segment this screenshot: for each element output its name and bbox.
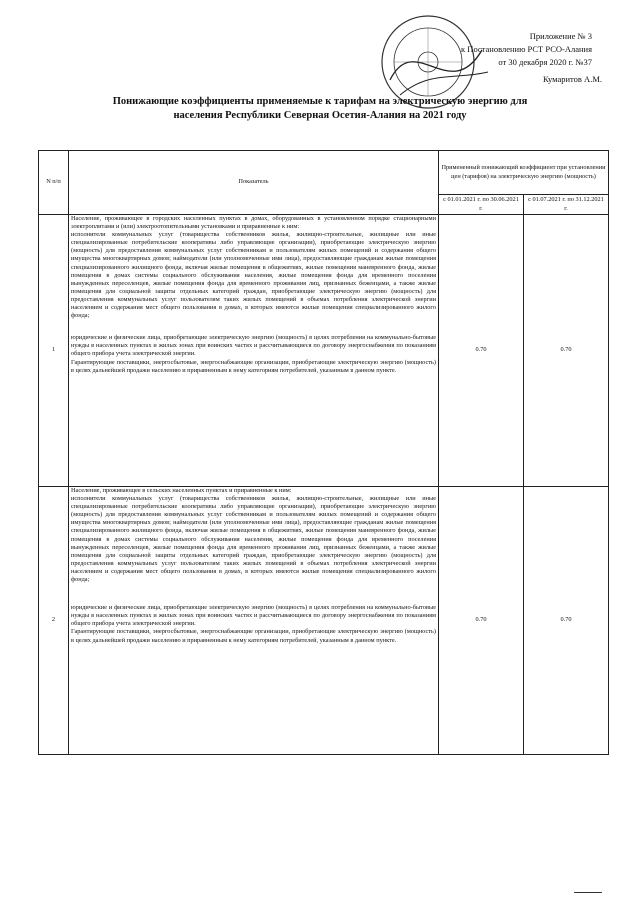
title-line-1: Понижающие коэффициенты применяемые к тарифам на электрическую энергию для xyxy=(112,96,528,107)
coef-value-period-1: 0.70 xyxy=(439,215,524,487)
appendix-date: от 30 декабря 2020 г. №37 xyxy=(498,57,592,67)
desc-paragraph: Население, проживающее в городских населенных пунктах в домах, оборудованных в установленном порядке стационарными электроплитами и (или) электроотопительными установками и приравненные к ним: xyxy=(71,215,436,231)
header-indicator: Показатель xyxy=(69,151,439,215)
header-num: N п/п xyxy=(39,151,69,215)
desc-paragraph: исполнители коммунальных услуг (товарищества собственников жилья, жилищно-строительные, жилищные или иные специализированные потребительские кооперативы либо управляющие организации), приобретающие электрическую энергию (мощность) для предоставления коммунальных услуг собственникам и пользователям жилых помещений и содержания общего имущества многоквартирных домов; наймодатели (или уполномоченные ими лица), предоставляющие гражданам жилые помещения специализированного жилищного фонда, включая жилые помещения в общежитиях, жилые помещения маневренного фонда, жилые помещения в домах системы социального обслуживания населения, жилые помещения фонда для временного поселения вынужденных переселенцев, жилые помещения фонда для временного проживания лиц, признанных беженцами, а также жилые помещения для социальной защиты отдельных категорий граждан, приобретающие электрическую энергию (мощность) для предоставления коммунальных услуг пользователям таких жилых помещений в объемах потребления электрической энергии населением и содержания мест общего пользования в домах, в которых имеются жилые помещения специализированного жилого фонда; xyxy=(71,231,436,320)
coefficients-table xyxy=(38,150,609,755)
table-row xyxy=(39,487,609,755)
header-coefficient: Примененный понижающий коэффициент при установлении цен (тарифов) на электрическую энергию (мощность) xyxy=(439,151,609,195)
row-description xyxy=(69,215,439,487)
document-title xyxy=(60,95,580,123)
desc-paragraph: исполнители коммунальных услуг (товарищества собственников жилья, жилищно-строительные, жилищные или иные специализированные потребительские кооперативы либо управляющие организации), приобретающие электрическую энергию (мощность) для предоставления коммунальных услуг собственникам и пользователям жилых помещений и содержания общего имущества многоквартирных домов; наймодатели (или уполномоченные ими лица), предоставляющие гражданам жилые помещения специализированного жилищного фонда, включая жилые помещения в общежитиях, жилые помещения маневренного фонда, жилые помещения в домах системы социального обслуживания населения, жилые помещения фонда для временного поселения вынужденных переселенцев, жилые помещения фонда для временного проживания лиц, признанных беженцами, а также жилые помещения для социальной защиты отдельных категорий граждан, приобретающие электрическую энергию (мощность) для предоставления коммунальных услуг пользователям таких жилых помещений в объемах потребления электрической энергии населением и содержания мест общего пользования в домах, в которых имеются жилые помещения специализированного жилого фонда; xyxy=(71,495,436,584)
desc-paragraph: Население, проживающее в сельских населенных пунктах и приравненные к ним: xyxy=(71,487,292,494)
appendix-block xyxy=(372,30,592,69)
footer-divider xyxy=(574,892,602,893)
row-number: 1 xyxy=(39,215,69,487)
title-line-2: населения Республики Северная Осетия-Алания на 2021 году xyxy=(173,110,467,121)
coef-value-period-1: 0.70 xyxy=(439,487,524,755)
desc-paragraph: Гарантирующие поставщики, энергосбытовые, энергоснабжающие организации, приобретающие электрическую энергию (мощность) в целях дальнейшей продажи населению и приравненным к нему категориям потребителей, указанным в данном пункте. xyxy=(71,358,436,374)
header-period-2: с 01.07.2021 г. по 31.12.2021 г. xyxy=(524,195,609,215)
signer-name: Кумаритов А.М. xyxy=(543,74,602,84)
appendix-decree: к Постановлению РСТ РСО-Алания xyxy=(461,44,592,54)
desc-paragraph: юридические и физические лица, приобретающие электрическую энергию (мощность) в целях потребления на коммунально-бытовые нужды в населенных пунктах и жилых зонах при воинских частях и рассчитывающиеся по договору энергоснабжения по показаниям общего прибора учета электрической энергии. xyxy=(71,604,436,628)
desc-paragraph: Гарантирующие поставщики, энергосбытовые, энергоснабжающие организации, приобретающие электрическую энергию (мощность) в целях дальнейшей продажи населению и приравненным к нему категориям потребителей, указанным в данном пункте. xyxy=(71,628,436,644)
coef-value-period-2: 0.70 xyxy=(524,215,609,487)
appendix-number: Приложение № 3 xyxy=(529,31,592,41)
row-description xyxy=(69,487,439,755)
table-row xyxy=(39,215,609,487)
desc-paragraph: юридические и физические лица, приобретающие электрическую энергию (мощность) в целях потребления на коммунально-бытовые нужды в населенных пунктах и жилых зонах при воинских частях и рассчитывающиеся по договору энергоснабжения по показаниям общего прибора учета электрической энергии. xyxy=(71,334,436,358)
coef-value-period-2: 0.70 xyxy=(524,487,609,755)
header-period-1: с 01.01.2021 г. по 30.06.2021 г. xyxy=(439,195,524,215)
row-number: 2 xyxy=(39,487,69,755)
